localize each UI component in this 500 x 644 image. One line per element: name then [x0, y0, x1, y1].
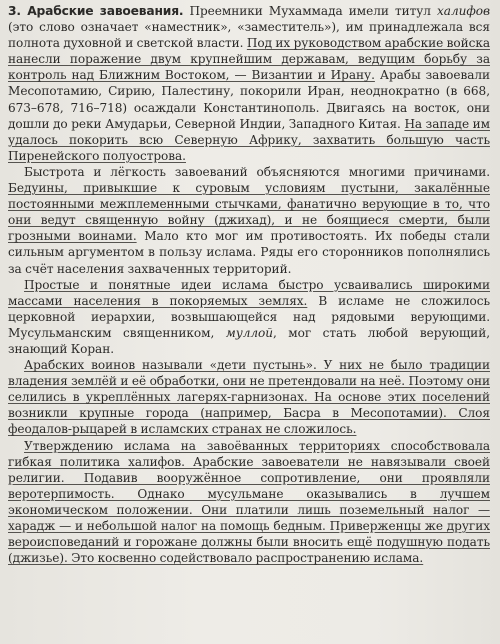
underlined-text: На западе им удалось покорить всю Северную Африку, захватить большую часть Пиренейского полуострова.	[8, 116, 490, 163]
section-heading: 3. Арабские завоевания.	[8, 4, 184, 18]
paragraph-4	[8, 357, 490, 437]
paragraph-5	[8, 438, 490, 567]
text-run: (это слово означает «наместник», «заместитель»), им принадлежала вся полнота духовной и светской власти.	[8, 20, 490, 51]
underlined-text: Под их руководством арабские войска нанесли поражение двум крупнейшим державам, ведущим борьбу за контроль над Ближним Востоком, — Византии и Ирану.	[8, 36, 490, 83]
underlined-text: Арабских воинов называли «дети пустынь». У них не было традиции владения землёй и её обработки, они не претендовали на неё. Поэтому они селились в укреплённых лагерях-гарнизонах. На основе этих поселений возникли крупные города (например, Басра в Месопотамии). Слоя феодалов-рыцарей в исламских странах не сложилось.	[8, 358, 490, 437]
italic-term: халифов	[437, 4, 490, 18]
paragraph-3	[8, 277, 490, 357]
text-run: Мало кто мог им противостоять. Их победы стали сильным аргументом в пользу ислама. Ряды его сторонников пополнялись за счёт населения захваченных территорий.	[8, 229, 491, 276]
paragraph-1	[8, 3, 490, 164]
underlined-text: Утверждению ислама на завоёванных территориях способствовала гибкая политика халифов. Арабские завоеватели не навязывали своей религии. Подавив вооружённое сопротивление, они проявляли веротерпимость. Однако мусульмане оказывались в лучшем экономическом положении. Они платили лишь поземельный налог — харадж — и небольшой налог на помощь бедным. Приверженцы же других вероисповеданий и горожане должны были вносить ещё подушную подать (джизье). Это косвенно содействовало распространению ислама.	[8, 438, 490, 566]
text-run: Преемники Мухаммада имели титул	[183, 4, 438, 18]
underlined-text: Простые и понятные идеи ислама быстро усваивались широкими массами населения в покоряемых землях.	[8, 277, 490, 308]
text-column	[8, 3, 490, 566]
text-run: Быстрота и лёгкость завоеваний объясняются многими причинами.	[24, 164, 490, 179]
text-run: В исламе не сложилось церковной иерархии, возвышающейся над рядовыми верующими. Мусульманским священником,	[8, 293, 490, 340]
text-run: , мог стать любой верующий, знающий Коран.	[8, 325, 490, 356]
paragraph-2	[8, 164, 490, 277]
text-run: Арабы завоевали Месопотамию, Сирию, Палестину, покорили Иран, неоднократно (в 668, 673–678, 716–718) осаждали Константинополь. Двигаясь на восток, они дошли до реки Амударьи, Северной Индии, Западного Китая.	[8, 68, 491, 131]
underlined-text: Бедуины, привыкшие к суровым условиям пустыни, закалённые постоянными межплеменными стычками, фанатично верующие в то, что они ведут священную войну (джихад), и не боящиеся смерти, были грозными воинами.	[8, 181, 490, 244]
italic-term: муллой	[225, 325, 273, 340]
